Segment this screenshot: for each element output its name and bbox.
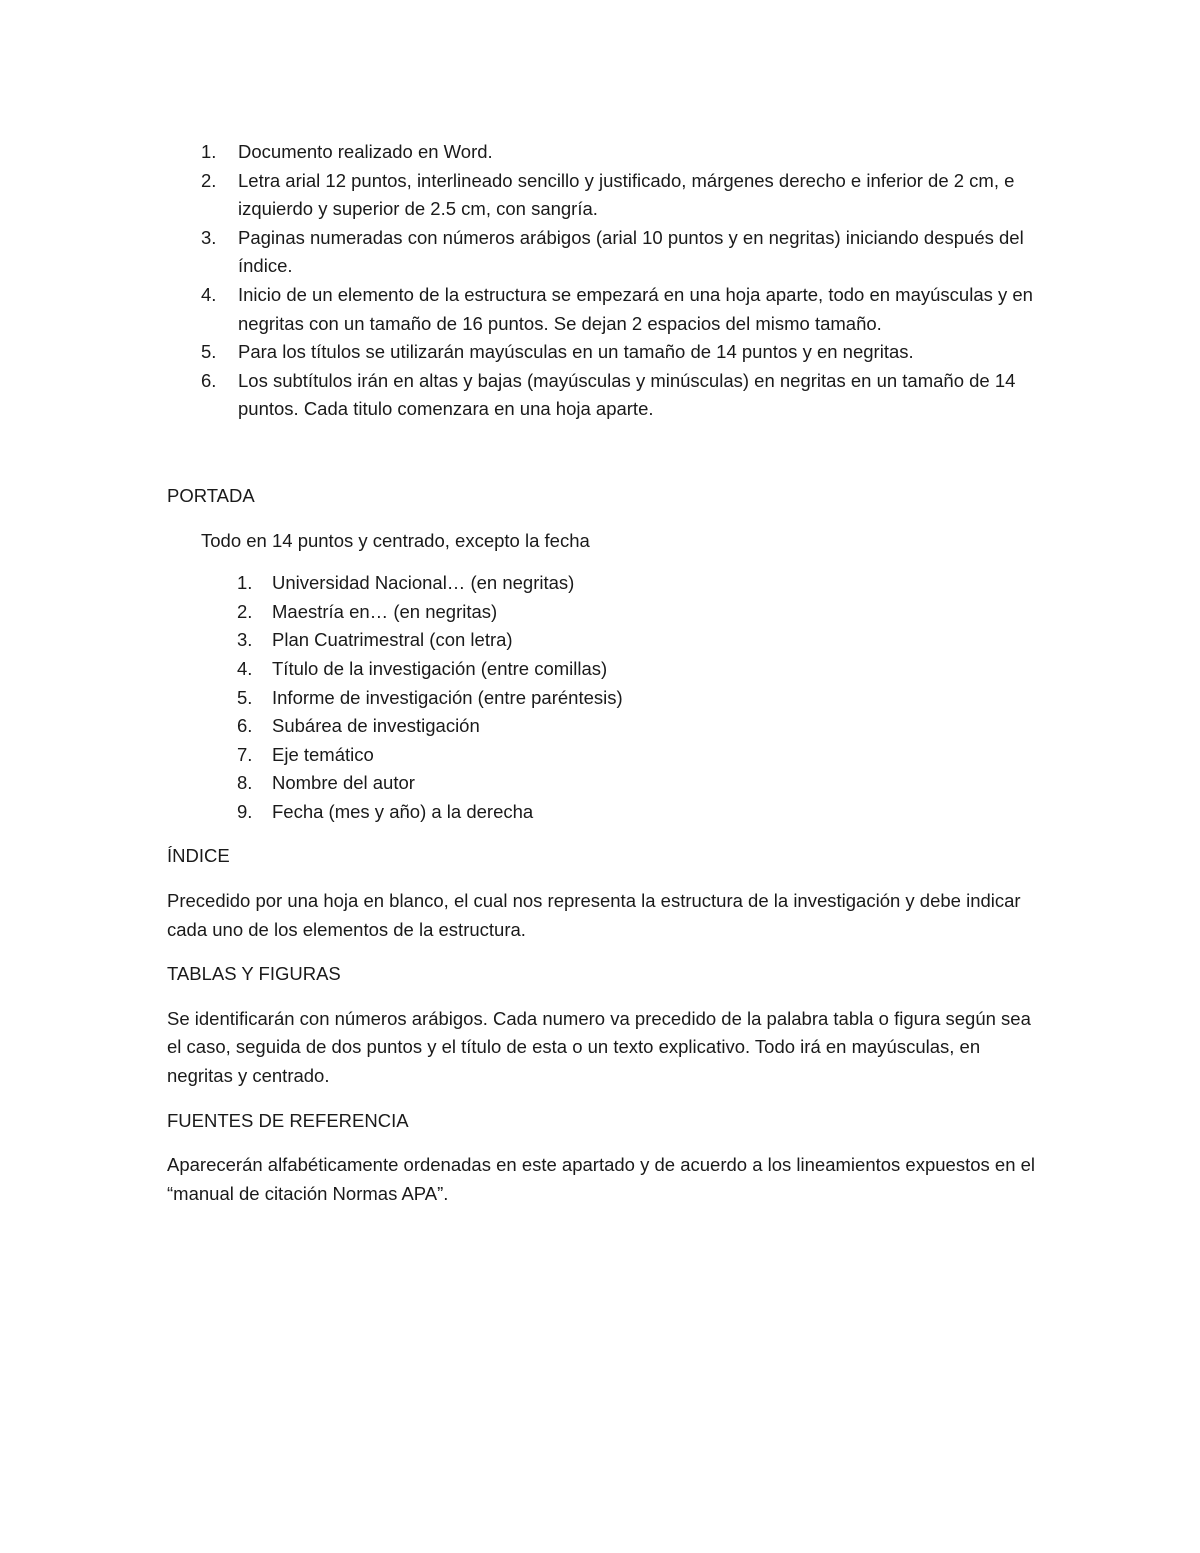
section-title-portada: PORTADA [167, 484, 255, 506]
list-number: 4. [237, 657, 253, 679]
spacer [167, 424, 1037, 482]
list-item-text: Título de la investigación (entre comillas) [272, 657, 608, 679]
list-item-text: Letra arial 12 puntos, interlineado sencillo y justificado, márgenes derecho e inferior de 2 cm, e izquierdo y superior de 2.5 cm, con sangría. [238, 169, 1015, 220]
list-number: 3. [201, 226, 217, 248]
list-item [167, 224, 1037, 281]
list-number: 2. [201, 169, 217, 191]
document-body [167, 138, 1037, 1208]
list-item-text: Informe de investigación (entre paréntesis) [272, 686, 623, 708]
list-number: 1. [201, 141, 217, 162]
list-item-text: Documento realizado en Word. [238, 141, 493, 162]
list-item [167, 712, 1037, 741]
list-number: 7. [237, 743, 253, 765]
list-number: 6. [201, 369, 217, 391]
section-title-indice: ÍNDICE [167, 845, 230, 867]
portada-list [167, 569, 1037, 826]
list-item-text: Fecha (mes y año) a la derecha [272, 800, 534, 822]
requirements-list [167, 138, 1037, 424]
list-number: 6. [237, 715, 253, 737]
list-item-text: Subárea de investigación [272, 715, 480, 737]
list-item-text: Eje temático [272, 743, 374, 765]
fuentes-paragraph: Aparecerán alfabéticamente ordenadas en este apartado y de acuerdo a los lineamientos expuestos en el “manual de citación Normas APA”. [167, 1154, 1036, 1204]
section-title-fuentes: FUENTES DE REFERENCIA [167, 1109, 409, 1131]
list-item-text: Paginas numeradas con números arábigos (arial 10 puntos y en negritas) iniciando después del índice. [238, 226, 1024, 277]
list-item-text: Maestría en… (en negritas) [272, 600, 498, 622]
list-number: 2. [237, 600, 253, 622]
list-number: 4. [201, 283, 217, 305]
spacer [167, 1135, 1037, 1151]
list-item-text: Nombre del autor [272, 772, 415, 794]
list-item-text: Universidad Nacional… (en negritas) [272, 572, 575, 594]
list-number: 8. [237, 772, 253, 794]
list-number: 5. [201, 341, 217, 363]
list-number: 9. [237, 800, 253, 822]
spacer [167, 989, 1037, 1005]
list-item [167, 138, 1037, 167]
list-item-text: Inicio de un elemento de la estructura se empezará en una hoja aparte, todo en mayúsculas y en negritas con un tamaño de 16 puntos. Se dejan 2 espacios del mismo tamaño. [238, 283, 1033, 334]
list-item [167, 741, 1037, 770]
spacer [167, 944, 1037, 960]
list-item [167, 598, 1037, 627]
list-item [167, 769, 1037, 798]
list-item [167, 167, 1037, 224]
list-item [167, 281, 1037, 338]
list-item [167, 338, 1037, 367]
list-number: 1. [237, 572, 253, 594]
list-item-text: Los subtítulos irán en altas y bajas (mayúsculas y minúsculas) en negritas en un tamaño de 14 puntos. Cada titulo comenzara en una hoja aparte. [238, 369, 1016, 420]
tablas-paragraph: Se identificarán con números arábigos. Cada numero va precedido de la palabra tabla o figura según sea el caso, seguida de dos puntos y el título de esta o un texto explicativo. Todo irá en mayúsculas, en negritas y centrado. [167, 1007, 1031, 1087]
list-item-text: Plan Cuatrimestral (con letra) [272, 629, 513, 651]
list-item [167, 655, 1037, 684]
list-item [167, 569, 1037, 598]
indice-paragraph: Precedido por una hoja en blanco, el cual nos representa la estructura de la investigación y debe indicar cada uno de los elementos de la estructura. [167, 890, 1021, 940]
list-item [167, 798, 1037, 827]
list-number: 5. [237, 686, 253, 708]
portada-note: Todo en 14 puntos y centrado, excepto la fecha [201, 529, 590, 551]
spacer [167, 871, 1037, 887]
spacer [167, 1091, 1037, 1107]
spacer [167, 826, 1037, 842]
list-item [167, 684, 1037, 713]
list-item-text: Para los títulos se utilizarán mayúsculas en un tamaño de 14 puntos y en negritas. [238, 341, 914, 363]
section-title-tablas: TABLAS Y FIGURAS [167, 963, 341, 985]
list-number: 3. [237, 629, 253, 651]
list-item [167, 367, 1037, 424]
list-item [167, 626, 1037, 655]
